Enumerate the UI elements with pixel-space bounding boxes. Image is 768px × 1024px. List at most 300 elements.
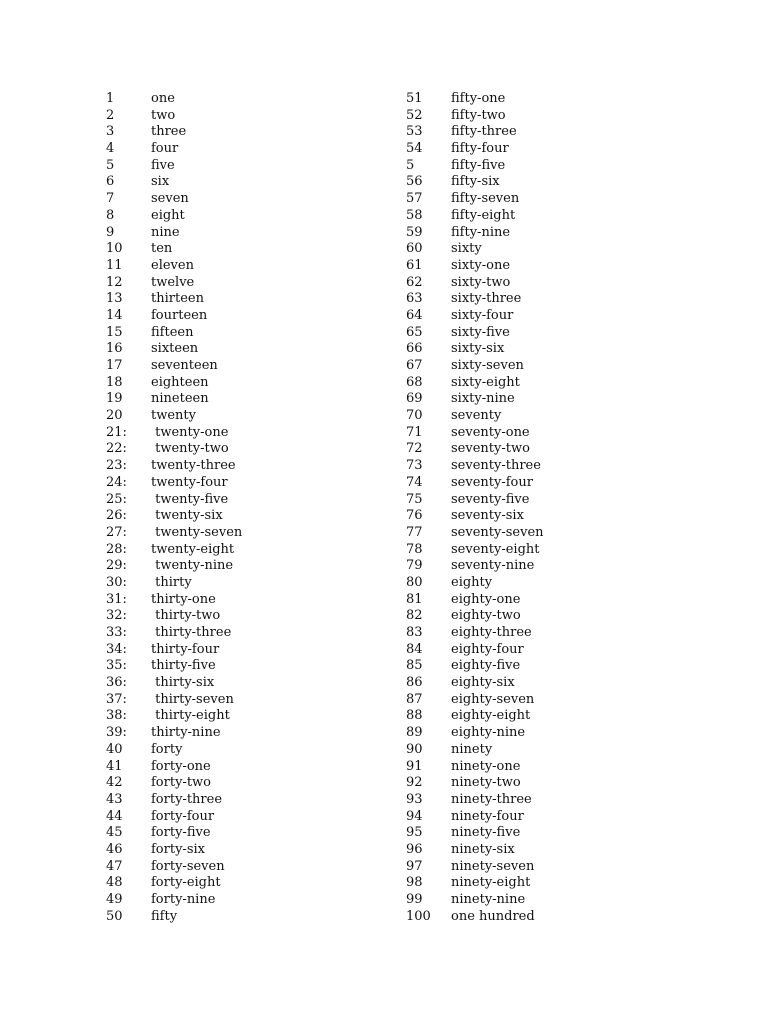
number-word: eighty-eight bbox=[451, 708, 531, 724]
list-item bbox=[106, 475, 406, 492]
number-list-right-column bbox=[406, 91, 706, 925]
number-numeral: 83 bbox=[406, 625, 423, 640]
number-numeral: 68 bbox=[406, 374, 423, 390]
list-item bbox=[106, 842, 406, 859]
number-word: twelve bbox=[151, 274, 195, 290]
list-item bbox=[106, 241, 406, 258]
list-item bbox=[406, 658, 706, 675]
list-item bbox=[406, 592, 706, 609]
number-numeral: 36: bbox=[106, 675, 127, 691]
number-word: nine bbox=[151, 224, 180, 240]
number-word: fifty-three bbox=[451, 124, 517, 140]
number-word: fifty-eight bbox=[451, 207, 516, 223]
number-numeral: 22: bbox=[106, 441, 127, 457]
number-numeral: 7 bbox=[106, 191, 115, 207]
number-numeral: 59 bbox=[406, 224, 423, 240]
number-word: thirty-nine bbox=[151, 725, 221, 741]
number-word: ninety-three bbox=[451, 791, 532, 807]
number-numeral: 43 bbox=[106, 791, 123, 807]
number-word: forty-seven bbox=[151, 858, 225, 874]
list-item bbox=[106, 325, 406, 342]
number-numeral: 33: bbox=[106, 625, 127, 640]
list-item bbox=[106, 809, 406, 826]
number-word: thirty bbox=[151, 574, 192, 590]
number-word: ten bbox=[151, 241, 173, 257]
list-item bbox=[106, 174, 406, 191]
number-word: fifty-five bbox=[451, 157, 506, 173]
number-numeral: 95 bbox=[406, 825, 423, 841]
list-item bbox=[406, 909, 706, 926]
number-numeral: 35: bbox=[106, 658, 127, 674]
list-item bbox=[406, 809, 706, 826]
number-numeral: 96 bbox=[406, 841, 423, 857]
number-word: twenty-one bbox=[151, 424, 229, 440]
list-item bbox=[406, 391, 706, 408]
number-word: thirty-four bbox=[151, 641, 220, 657]
number-word: eight bbox=[151, 207, 185, 223]
number-numeral: 88 bbox=[406, 708, 423, 724]
list-item bbox=[406, 258, 706, 275]
number-numeral: 52 bbox=[406, 107, 423, 123]
list-item bbox=[406, 859, 706, 876]
number-numeral: 89 bbox=[406, 725, 423, 741]
number-word: seventy-eight bbox=[451, 541, 540, 557]
number-numeral: 20 bbox=[106, 408, 123, 424]
number-numeral: 94 bbox=[406, 808, 423, 824]
list-item bbox=[406, 358, 706, 375]
number-word: ninety-seven bbox=[451, 858, 535, 874]
list-item bbox=[106, 258, 406, 275]
list-item bbox=[106, 575, 406, 592]
number-numeral: 75 bbox=[406, 491, 423, 507]
number-numeral: 70 bbox=[406, 408, 423, 424]
number-numeral: 23: bbox=[106, 458, 127, 474]
list-item bbox=[406, 408, 706, 425]
list-item bbox=[106, 558, 406, 575]
number-word: forty-six bbox=[151, 841, 205, 857]
number-numeral: 50 bbox=[106, 908, 123, 924]
number-numeral: 91 bbox=[406, 758, 423, 774]
list-item bbox=[106, 408, 406, 425]
number-numeral: 14 bbox=[106, 307, 123, 323]
number-numeral: 81 bbox=[406, 591, 423, 607]
number-word: seventeen bbox=[151, 358, 218, 373]
number-word: seventy-nine bbox=[451, 558, 535, 574]
number-word: fifty-two bbox=[451, 107, 506, 123]
number-word: ninety-six bbox=[451, 841, 515, 857]
list-item bbox=[406, 508, 706, 525]
list-item bbox=[106, 108, 406, 125]
number-word: sixty-one bbox=[451, 257, 511, 273]
number-numeral: 82 bbox=[406, 608, 423, 624]
number-numeral: 98 bbox=[406, 875, 423, 891]
number-word: six bbox=[151, 174, 170, 190]
number-numeral: 67 bbox=[406, 358, 423, 373]
number-numeral: 37: bbox=[106, 691, 127, 707]
number-word: thirty-one bbox=[151, 591, 216, 607]
list-item bbox=[106, 458, 406, 475]
number-word: eighty-seven bbox=[451, 691, 535, 707]
number-numeral: 38: bbox=[106, 708, 127, 724]
list-item bbox=[106, 892, 406, 909]
number-word: fifteen bbox=[151, 324, 194, 340]
number-numeral: 78 bbox=[406, 541, 423, 557]
list-item bbox=[406, 775, 706, 792]
number-numeral: 2 bbox=[106, 107, 115, 123]
list-item bbox=[106, 625, 406, 642]
list-item bbox=[406, 174, 706, 191]
number-numeral: 17 bbox=[106, 358, 123, 373]
number-numeral: 73 bbox=[406, 458, 423, 474]
number-numeral: 87 bbox=[406, 691, 423, 707]
number-numeral: 42 bbox=[106, 775, 123, 791]
list-item bbox=[406, 291, 706, 308]
number-numeral: 24: bbox=[106, 474, 127, 490]
list-item bbox=[406, 191, 706, 208]
list-item bbox=[106, 592, 406, 609]
number-numeral: 5 bbox=[106, 157, 115, 173]
number-word: sixty-six bbox=[451, 341, 505, 357]
number-numeral: 48 bbox=[106, 875, 123, 891]
number-word: fifty bbox=[151, 908, 178, 924]
number-word: eighty-nine bbox=[451, 725, 526, 741]
number-numeral: 84 bbox=[406, 641, 423, 657]
number-numeral: 90 bbox=[406, 741, 423, 757]
number-word: forty-nine bbox=[151, 892, 216, 907]
number-numeral: 74 bbox=[406, 474, 423, 490]
list-item bbox=[106, 725, 406, 742]
number-numeral: 92 bbox=[406, 775, 423, 791]
number-word: sixty-seven bbox=[451, 358, 524, 373]
number-word: seventy-two bbox=[451, 441, 530, 457]
number-numeral: 72 bbox=[406, 441, 423, 457]
list-item bbox=[406, 575, 706, 592]
list-item bbox=[406, 341, 706, 358]
number-word: thirty-seven bbox=[151, 691, 234, 707]
number-word: seven bbox=[151, 191, 189, 207]
number-word: seventy-three bbox=[451, 458, 541, 474]
list-item bbox=[406, 625, 706, 642]
list-item bbox=[406, 825, 706, 842]
number-word: nineteen bbox=[151, 391, 209, 407]
number-numeral: 76 bbox=[406, 508, 423, 524]
list-item bbox=[106, 792, 406, 809]
number-word: eighteen bbox=[151, 374, 209, 390]
list-item bbox=[406, 742, 706, 759]
list-item bbox=[106, 608, 406, 625]
list-item bbox=[406, 124, 706, 141]
number-word: one bbox=[151, 91, 175, 106]
number-word: twenty-eight bbox=[151, 541, 235, 557]
number-numeral: 10 bbox=[106, 241, 123, 257]
number-numeral: 34: bbox=[106, 641, 127, 657]
number-numeral: 18 bbox=[106, 374, 123, 390]
number-numeral: 31: bbox=[106, 591, 127, 607]
list-item bbox=[406, 608, 706, 625]
number-word: forty-two bbox=[151, 775, 211, 791]
list-item bbox=[106, 642, 406, 659]
list-item bbox=[406, 759, 706, 776]
number-numeral: 85 bbox=[406, 658, 423, 674]
list-item bbox=[406, 475, 706, 492]
list-item bbox=[406, 842, 706, 859]
number-numeral: 57 bbox=[406, 191, 423, 207]
number-word: eighty-four bbox=[451, 641, 524, 657]
list-item bbox=[106, 225, 406, 242]
list-item bbox=[106, 375, 406, 392]
list-item bbox=[106, 759, 406, 776]
number-numeral: 66 bbox=[406, 341, 423, 357]
list-item bbox=[106, 508, 406, 525]
list-item bbox=[406, 225, 706, 242]
list-item bbox=[406, 892, 706, 909]
number-word: eighty-six bbox=[451, 675, 515, 691]
list-item bbox=[406, 208, 706, 225]
number-word: four bbox=[151, 141, 179, 157]
number-numeral: 62 bbox=[406, 274, 423, 290]
number-word: twenty-nine bbox=[151, 558, 234, 574]
list-item bbox=[106, 441, 406, 458]
list-item bbox=[406, 375, 706, 392]
number-word: forty-one bbox=[151, 758, 211, 774]
number-numeral: 28: bbox=[106, 541, 127, 557]
number-word: twenty-five bbox=[151, 491, 229, 507]
number-numeral: 99 bbox=[406, 892, 423, 907]
number-numeral: 29: bbox=[106, 558, 127, 574]
number-numeral: 4 bbox=[106, 141, 115, 157]
number-word: thirty-two bbox=[151, 608, 221, 624]
list-item bbox=[106, 358, 406, 375]
number-word: forty-five bbox=[151, 825, 211, 841]
list-item bbox=[406, 158, 706, 175]
number-word: ninety-four bbox=[451, 808, 524, 824]
list-item bbox=[106, 158, 406, 175]
number-numeral: 93 bbox=[406, 791, 423, 807]
number-numeral: 64 bbox=[406, 307, 423, 323]
list-item bbox=[406, 692, 706, 709]
number-word: twenty-four bbox=[151, 474, 228, 490]
list-item bbox=[106, 875, 406, 892]
list-item bbox=[106, 692, 406, 709]
number-numeral: 54 bbox=[406, 141, 423, 157]
number-numeral: 46 bbox=[106, 841, 123, 857]
list-item bbox=[406, 492, 706, 509]
list-item bbox=[406, 675, 706, 692]
list-item bbox=[406, 425, 706, 442]
list-item bbox=[106, 825, 406, 842]
number-numeral: 13 bbox=[106, 291, 123, 307]
number-word: thirty-five bbox=[151, 658, 216, 674]
list-item bbox=[406, 141, 706, 158]
number-numeral: 15 bbox=[106, 324, 123, 340]
number-numeral: 56 bbox=[406, 174, 423, 190]
list-item bbox=[106, 275, 406, 292]
number-numeral: 65 bbox=[406, 324, 423, 340]
number-numeral: 25: bbox=[106, 491, 127, 507]
number-numeral: 21: bbox=[106, 424, 127, 440]
number-numeral: 44 bbox=[106, 808, 123, 824]
list-item bbox=[106, 675, 406, 692]
number-word: eighty-three bbox=[451, 625, 532, 640]
number-numeral: 1 bbox=[106, 91, 115, 106]
number-word: eighty-one bbox=[451, 591, 521, 607]
list-item bbox=[406, 525, 706, 542]
number-word: forty bbox=[151, 741, 183, 757]
number-numeral: 69 bbox=[406, 391, 423, 407]
number-numeral: 86 bbox=[406, 675, 423, 691]
list-item bbox=[106, 742, 406, 759]
number-word: ninety bbox=[451, 741, 493, 757]
list-item bbox=[106, 391, 406, 408]
list-item bbox=[406, 642, 706, 659]
list-item bbox=[406, 558, 706, 575]
number-word: sixty-four bbox=[451, 307, 514, 323]
list-item bbox=[106, 658, 406, 675]
list-item bbox=[406, 308, 706, 325]
number-numeral: 77 bbox=[406, 524, 423, 540]
number-word: sixteen bbox=[151, 341, 199, 357]
number-word: thirty-six bbox=[151, 675, 215, 691]
number-word: one hundred bbox=[451, 908, 535, 924]
number-word: ninety-eight bbox=[451, 875, 531, 891]
number-word: ninety-two bbox=[451, 775, 521, 791]
number-word: twenty-six bbox=[151, 508, 223, 524]
list-item bbox=[406, 108, 706, 125]
number-numeral: 41 bbox=[106, 758, 123, 774]
list-item bbox=[406, 458, 706, 475]
number-word: sixty-five bbox=[451, 324, 510, 340]
number-numeral: 63 bbox=[406, 291, 423, 307]
number-word: fifty-nine bbox=[451, 224, 511, 240]
list-item bbox=[406, 708, 706, 725]
number-word: ninety-five bbox=[451, 825, 521, 841]
number-word: twenty-seven bbox=[151, 524, 243, 540]
number-word: twenty bbox=[151, 408, 196, 424]
list-item bbox=[406, 792, 706, 809]
number-word: three bbox=[151, 124, 187, 140]
number-word: seventy-seven bbox=[451, 524, 544, 540]
number-numeral: 32: bbox=[106, 608, 127, 624]
list-item bbox=[406, 542, 706, 559]
number-word: eleven bbox=[151, 257, 194, 273]
list-item bbox=[406, 875, 706, 892]
number-numeral: 97 bbox=[406, 858, 423, 874]
number-word: five bbox=[151, 157, 175, 173]
number-word: ninety-nine bbox=[451, 892, 526, 907]
list-item bbox=[406, 325, 706, 342]
number-word: forty-eight bbox=[151, 875, 221, 891]
number-numeral: 40 bbox=[106, 741, 123, 757]
number-word: fifty-four bbox=[451, 141, 509, 157]
number-word: eighty-two bbox=[451, 608, 521, 624]
number-word: eighty bbox=[451, 574, 493, 590]
number-numeral: 60 bbox=[406, 241, 423, 257]
number-numeral: 47 bbox=[106, 858, 123, 874]
number-numeral: 6 bbox=[106, 174, 115, 190]
list-item bbox=[106, 291, 406, 308]
number-numeral: 49 bbox=[106, 892, 123, 907]
list-item bbox=[406, 725, 706, 742]
number-numeral: 71 bbox=[406, 424, 423, 440]
list-item bbox=[106, 308, 406, 325]
number-word: seventy-one bbox=[451, 424, 530, 440]
number-word: twenty-three bbox=[151, 458, 236, 474]
number-numeral: 3 bbox=[106, 124, 115, 140]
number-word: sixty bbox=[451, 241, 482, 257]
number-word: two bbox=[151, 107, 176, 123]
number-numeral: 80 bbox=[406, 574, 423, 590]
number-word: fifty-six bbox=[451, 174, 500, 190]
number-word: twenty-two bbox=[151, 441, 229, 457]
number-numeral: 39: bbox=[106, 725, 127, 741]
list-item bbox=[406, 275, 706, 292]
number-numeral: 45 bbox=[106, 825, 123, 841]
list-item bbox=[106, 492, 406, 509]
number-word: seventy-six bbox=[451, 508, 524, 524]
number-word: sixty-nine bbox=[451, 391, 515, 407]
list-item bbox=[106, 208, 406, 225]
number-word: sixty-two bbox=[451, 274, 511, 290]
number-numeral: 30: bbox=[106, 574, 127, 590]
list-item bbox=[106, 141, 406, 158]
list-item bbox=[106, 191, 406, 208]
number-numeral: 100 bbox=[406, 908, 431, 924]
number-numeral: 27: bbox=[106, 524, 127, 540]
number-word: ninety-one bbox=[451, 758, 521, 774]
list-item bbox=[106, 91, 406, 108]
number-numeral: 5 bbox=[406, 157, 415, 173]
number-numeral: 8 bbox=[106, 207, 115, 223]
number-word: sixty-eight bbox=[451, 374, 520, 390]
number-word: fourteen bbox=[151, 307, 208, 323]
number-word: fifty-one bbox=[451, 91, 506, 106]
number-numeral: 51 bbox=[406, 91, 423, 106]
list-item bbox=[406, 241, 706, 258]
number-numeral: 16 bbox=[106, 341, 123, 357]
number-numeral: 79 bbox=[406, 558, 423, 574]
list-item bbox=[106, 775, 406, 792]
list-item bbox=[106, 859, 406, 876]
number-word: thirty-three bbox=[151, 625, 232, 640]
number-numeral: 26: bbox=[106, 508, 127, 524]
number-word: fifty-seven bbox=[451, 191, 520, 207]
number-numeral: 19 bbox=[106, 391, 123, 407]
number-word: seventy bbox=[451, 408, 502, 424]
list-item bbox=[106, 909, 406, 926]
number-numeral: 61 bbox=[406, 257, 423, 273]
list-item bbox=[106, 542, 406, 559]
number-numeral: 11 bbox=[106, 257, 123, 273]
list-item bbox=[106, 425, 406, 442]
number-word: seventy-four bbox=[451, 474, 533, 490]
number-word: sixty-three bbox=[451, 291, 522, 307]
number-numeral: 12 bbox=[106, 274, 123, 290]
number-word: eighty-five bbox=[451, 658, 521, 674]
list-item bbox=[106, 341, 406, 358]
list-item bbox=[406, 441, 706, 458]
number-word: thirteen bbox=[151, 291, 204, 307]
list-item bbox=[406, 91, 706, 108]
number-numeral: 53 bbox=[406, 124, 423, 140]
number-word: thirty-eight bbox=[151, 708, 230, 724]
number-numeral: 58 bbox=[406, 207, 423, 223]
list-item bbox=[106, 124, 406, 141]
list-item bbox=[106, 708, 406, 725]
list-item bbox=[106, 525, 406, 542]
number-word: seventy-five bbox=[451, 491, 530, 507]
number-word: forty-three bbox=[151, 791, 223, 807]
number-numeral: 9 bbox=[106, 224, 115, 240]
